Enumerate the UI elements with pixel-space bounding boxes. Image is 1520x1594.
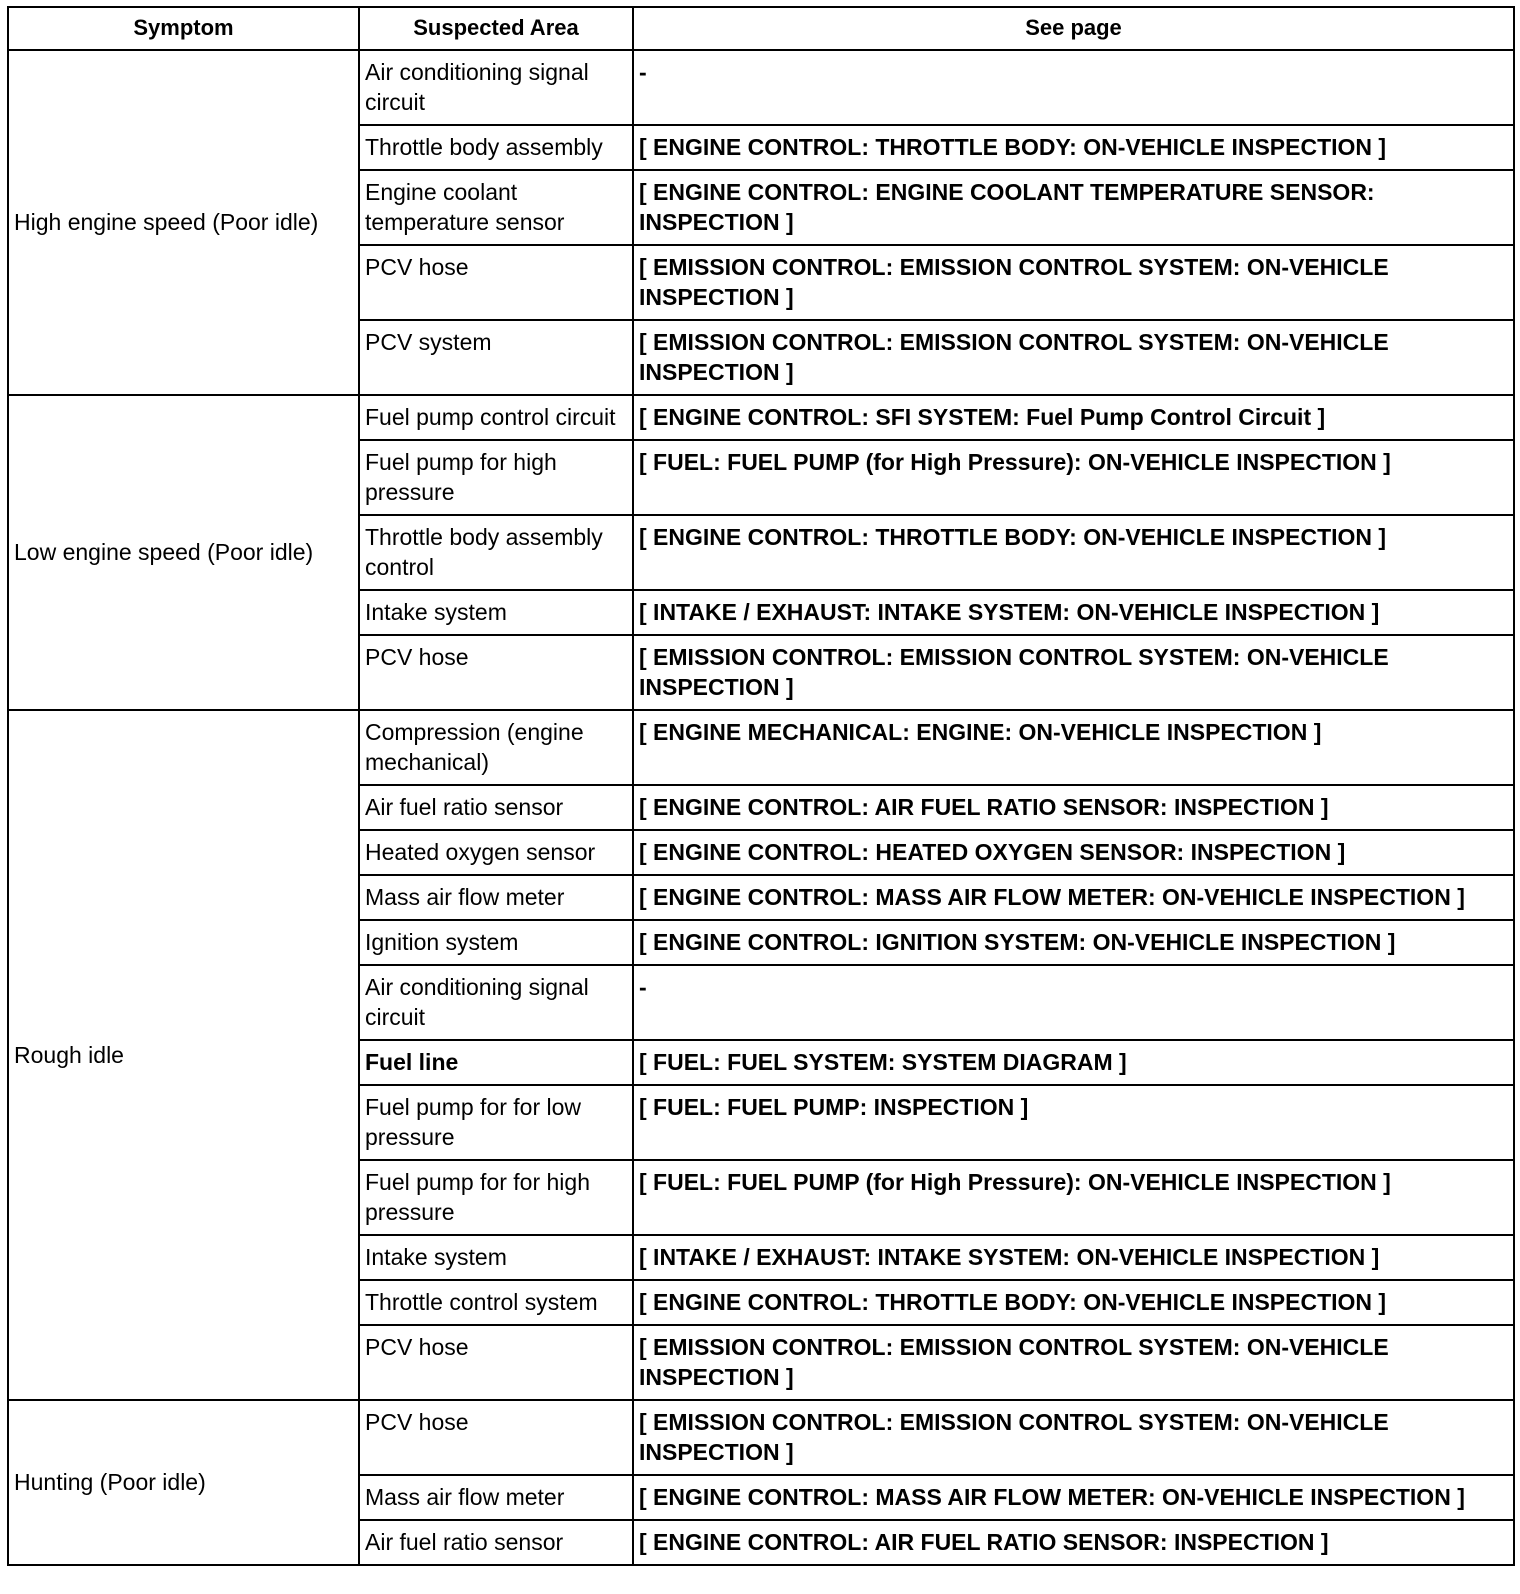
see-page-cell: [ FUEL: FUEL PUMP: INSPECTION ] [633, 1085, 1514, 1160]
suspected-area-cell: PCV hose [359, 1400, 633, 1475]
see-page-cell: [ FUEL: FUEL PUMP (for High Pressure): ON-VEHICLE INSPECTION ] [633, 440, 1514, 515]
see-page-cell: [ FUEL: FUEL SYSTEM: SYSTEM DIAGRAM ] [633, 1040, 1514, 1085]
see-page-cell: [ ENGINE CONTROL: AIR FUEL RATIO SENSOR: INSPECTION ] [633, 1520, 1514, 1565]
suspected-area-cell: Air conditioning signal circuit [359, 965, 633, 1040]
table-row [8, 710, 1514, 785]
suspected-area-cell: Mass air flow meter [359, 1475, 633, 1520]
see-page-cell: [ EMISSION CONTROL: EMISSION CONTROL SYSTEM: ON-VEHICLE INSPECTION ] [633, 245, 1514, 320]
see-page-cell: [ ENGINE CONTROL: THROTTLE BODY: ON-VEHICLE INSPECTION ] [633, 1280, 1514, 1325]
suspected-area-cell: Air conditioning signal circuit [359, 50, 633, 125]
suspected-area-cell: Engine coolant temperature sensor [359, 170, 633, 245]
suspected-area-cell: Throttle control system [359, 1280, 633, 1325]
suspected-area-cell: Throttle body assembly [359, 125, 633, 170]
suspected-area-cell: PCV hose [359, 635, 633, 710]
see-page-cell: [ ENGINE CONTROL: MASS AIR FLOW METER: ON-VEHICLE INSPECTION ] [633, 1475, 1514, 1520]
table-row [8, 395, 1514, 440]
see-page-cell: - [633, 50, 1514, 125]
see-page-cell: [ INTAKE / EXHAUST: INTAKE SYSTEM: ON-VEHICLE INSPECTION ] [633, 590, 1514, 635]
suspected-area-cell: Fuel pump control circuit [359, 395, 633, 440]
table-row [8, 1400, 1514, 1475]
header-suspected-area: Suspected Area [359, 7, 633, 50]
header-symptom: Symptom [8, 7, 359, 50]
see-page-cell: [ EMISSION CONTROL: EMISSION CONTROL SYSTEM: ON-VEHICLE INSPECTION ] [633, 320, 1514, 395]
suspected-area-cell: Compression (engine mechanical) [359, 710, 633, 785]
see-page-cell: [ EMISSION CONTROL: EMISSION CONTROL SYSTEM: ON-VEHICLE INSPECTION ] [633, 1400, 1514, 1475]
see-page-cell: - [633, 965, 1514, 1040]
suspected-area-cell: Intake system [359, 590, 633, 635]
see-page-cell: [ ENGINE CONTROL: AIR FUEL RATIO SENSOR: INSPECTION ] [633, 785, 1514, 830]
see-page-cell: [ ENGINE CONTROL: MASS AIR FLOW METER: ON-VEHICLE INSPECTION ] [633, 875, 1514, 920]
suspected-area-cell: Air fuel ratio sensor [359, 1520, 633, 1565]
see-page-cell: [ ENGINE MECHANICAL: ENGINE: ON-VEHICLE INSPECTION ] [633, 710, 1514, 785]
suspected-area-cell: Fuel pump for for high pressure [359, 1160, 633, 1235]
see-page-cell: [ ENGINE CONTROL: SFI SYSTEM: Fuel Pump Control Circuit ] [633, 395, 1514, 440]
symptom-cell: Low engine speed (Poor idle) [8, 395, 359, 710]
suspected-area-cell: PCV hose [359, 1325, 633, 1400]
see-page-cell: [ ENGINE CONTROL: IGNITION SYSTEM: ON-VEHICLE INSPECTION ] [633, 920, 1514, 965]
table-body [8, 50, 1514, 1565]
see-page-cell: [ ENGINE CONTROL: THROTTLE BODY: ON-VEHICLE INSPECTION ] [633, 125, 1514, 170]
see-page-cell: [ EMISSION CONTROL: EMISSION CONTROL SYSTEM: ON-VEHICLE INSPECTION ] [633, 635, 1514, 710]
suspected-area-cell: Fuel pump for for low pressure [359, 1085, 633, 1160]
header-see-page: See page [633, 7, 1514, 50]
see-page-cell: [ FUEL: FUEL PUMP (for High Pressure): ON-VEHICLE INSPECTION ] [633, 1160, 1514, 1235]
suspected-area-cell: Air fuel ratio sensor [359, 785, 633, 830]
table-row [8, 50, 1514, 125]
suspected-area-cell: PCV hose [359, 245, 633, 320]
suspected-area-cell: Fuel line [359, 1040, 633, 1085]
symptom-cell: Hunting (Poor idle) [8, 1400, 359, 1565]
table-header [8, 7, 1514, 50]
symptom-table [7, 6, 1515, 1566]
header-row [8, 7, 1514, 50]
suspected-area-cell: Intake system [359, 1235, 633, 1280]
suspected-area-cell: PCV system [359, 320, 633, 395]
see-page-cell: [ ENGINE CONTROL: THROTTLE BODY: ON-VEHICLE INSPECTION ] [633, 515, 1514, 590]
see-page-cell: [ EMISSION CONTROL: EMISSION CONTROL SYSTEM: ON-VEHICLE INSPECTION ] [633, 1325, 1514, 1400]
suspected-area-cell: Fuel pump for high pressure [359, 440, 633, 515]
symptom-cell: High engine speed (Poor idle) [8, 50, 359, 395]
symptom-cell: Rough idle [8, 710, 359, 1400]
see-page-cell: [ ENGINE CONTROL: ENGINE COOLANT TEMPERATURE SENSOR: INSPECTION ] [633, 170, 1514, 245]
see-page-cell: [ INTAKE / EXHAUST: INTAKE SYSTEM: ON-VEHICLE INSPECTION ] [633, 1235, 1514, 1280]
see-page-cell: [ ENGINE CONTROL: HEATED OXYGEN SENSOR: INSPECTION ] [633, 830, 1514, 875]
suspected-area-cell: Throttle body assembly control [359, 515, 633, 590]
suspected-area-cell: Heated oxygen sensor [359, 830, 633, 875]
suspected-area-cell: Mass air flow meter [359, 875, 633, 920]
suspected-area-cell: Ignition system [359, 920, 633, 965]
